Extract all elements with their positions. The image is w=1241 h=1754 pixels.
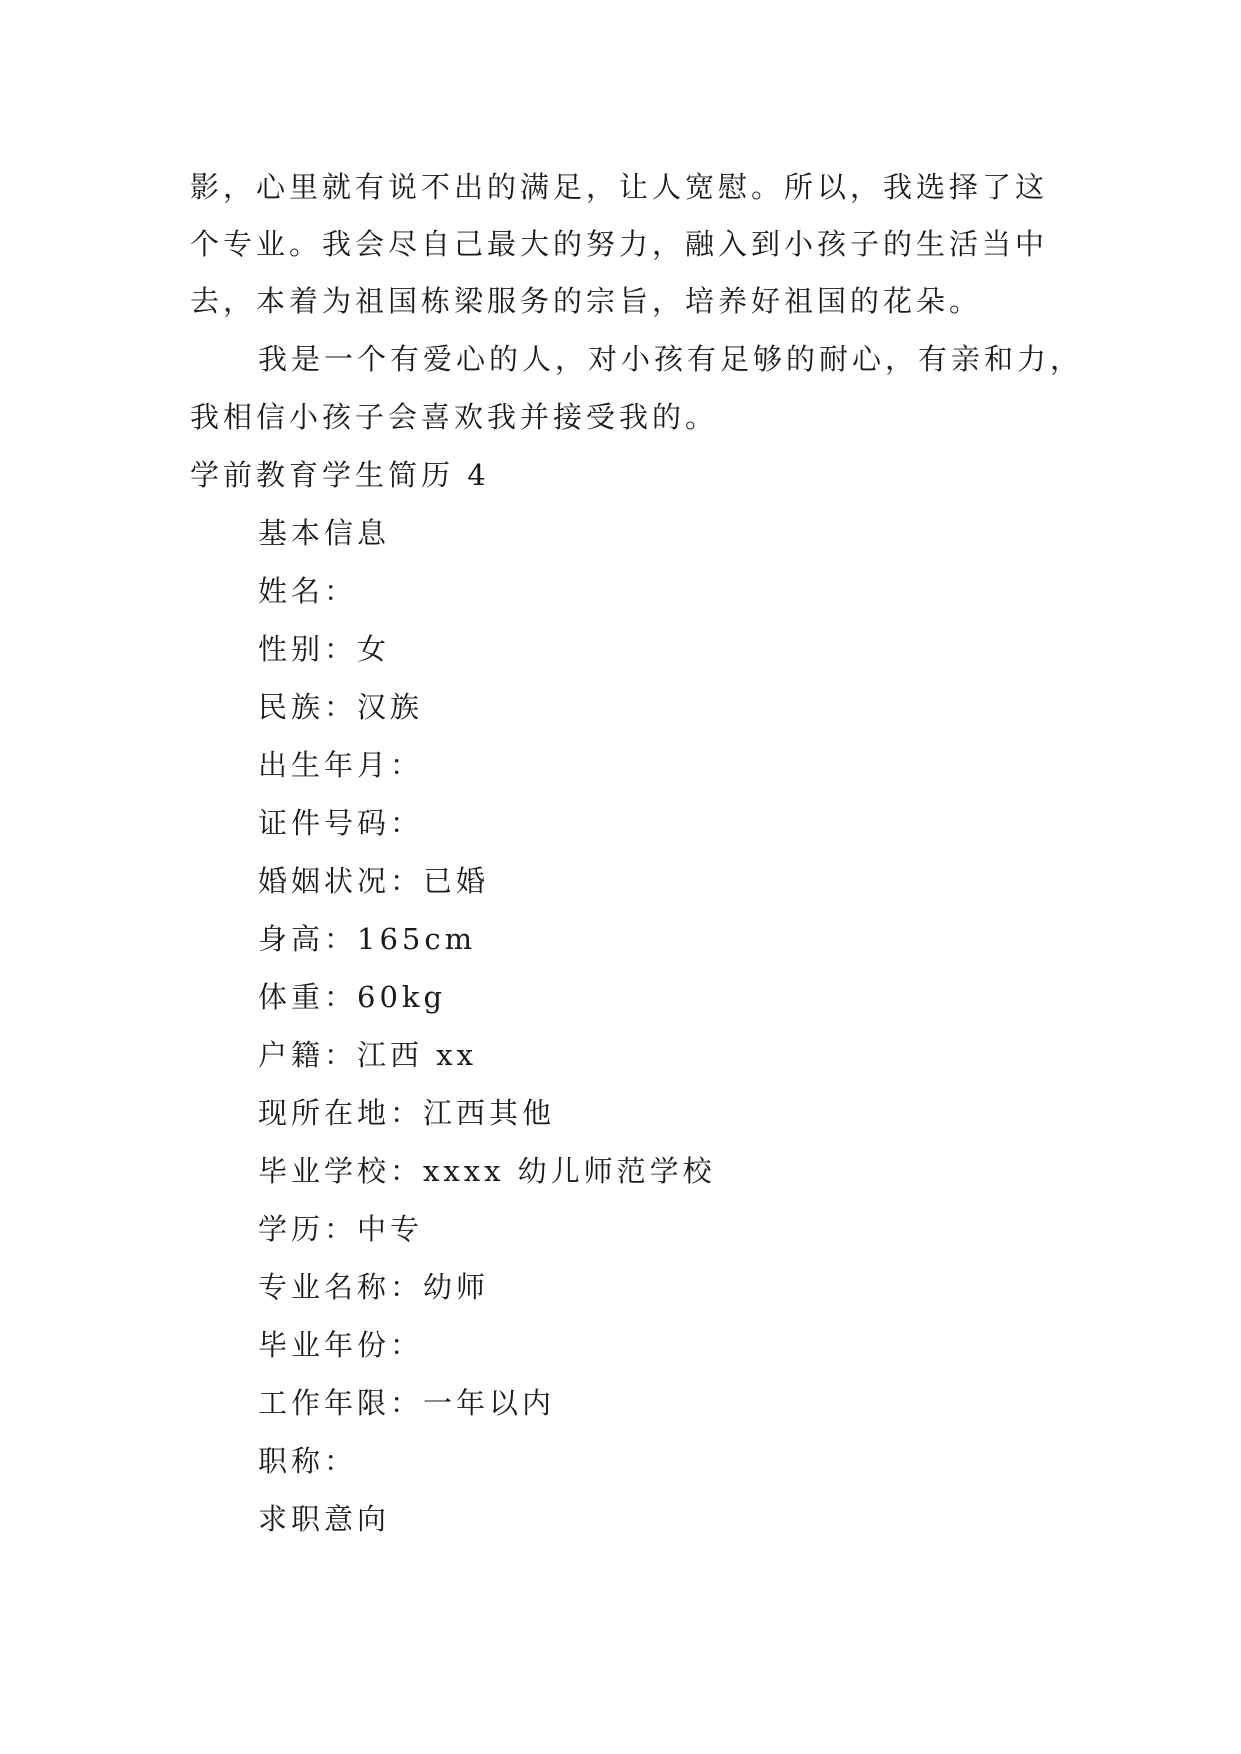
field-household-registration: 户籍：江西 xx xyxy=(258,1038,477,1072)
field-graduation-year: 毕业年份： xyxy=(258,1328,424,1362)
paragraph-line: 影，心里就有说不出的满足，让人宽慰。所以，我选择了这 xyxy=(190,170,1049,204)
field-major: 专业名称：幼师 xyxy=(258,1270,490,1304)
paragraph-line: 去，本着为祖国栋梁服务的宗旨，培养好祖国的花朵。 xyxy=(190,284,983,318)
job-intention-heading: 求职意向 xyxy=(258,1502,391,1536)
field-current-location: 现所在地：江西其他 xyxy=(258,1096,556,1130)
basic-info-heading: 基本信息 xyxy=(258,516,391,550)
field-birth-date: 出生年月： xyxy=(258,748,424,782)
section-title: 学前教育学生简历 4 xyxy=(190,458,490,492)
field-gender: 性别：女 xyxy=(258,632,391,666)
field-id-number: 证件号码： xyxy=(258,806,424,840)
field-education: 学历：中专 xyxy=(258,1212,424,1246)
field-weight: 体重：60kg xyxy=(258,980,447,1014)
paragraph-line: 我是一个有爱心的人，对小孩有足够的耐心，有亲和力， xyxy=(258,342,1084,376)
field-height: 身高：165cm xyxy=(258,922,477,956)
field-marital-status: 婚姻状况：已婚 xyxy=(258,864,490,898)
paragraph-line: 我相信小孩子会喜欢我并接受我的。 xyxy=(190,400,719,434)
field-work-experience: 工作年限：一年以内 xyxy=(258,1386,556,1420)
field-name: 姓名： xyxy=(258,574,358,608)
field-graduate-school: 毕业学校：xxxx 幼儿师范学校 xyxy=(258,1154,716,1188)
paragraph-line: 个专业。我会尽自己最大的努力，融入到小孩子的生活当中 xyxy=(190,227,1049,261)
field-title: 职称： xyxy=(258,1444,358,1478)
field-ethnicity: 民族：汉族 xyxy=(258,690,424,724)
